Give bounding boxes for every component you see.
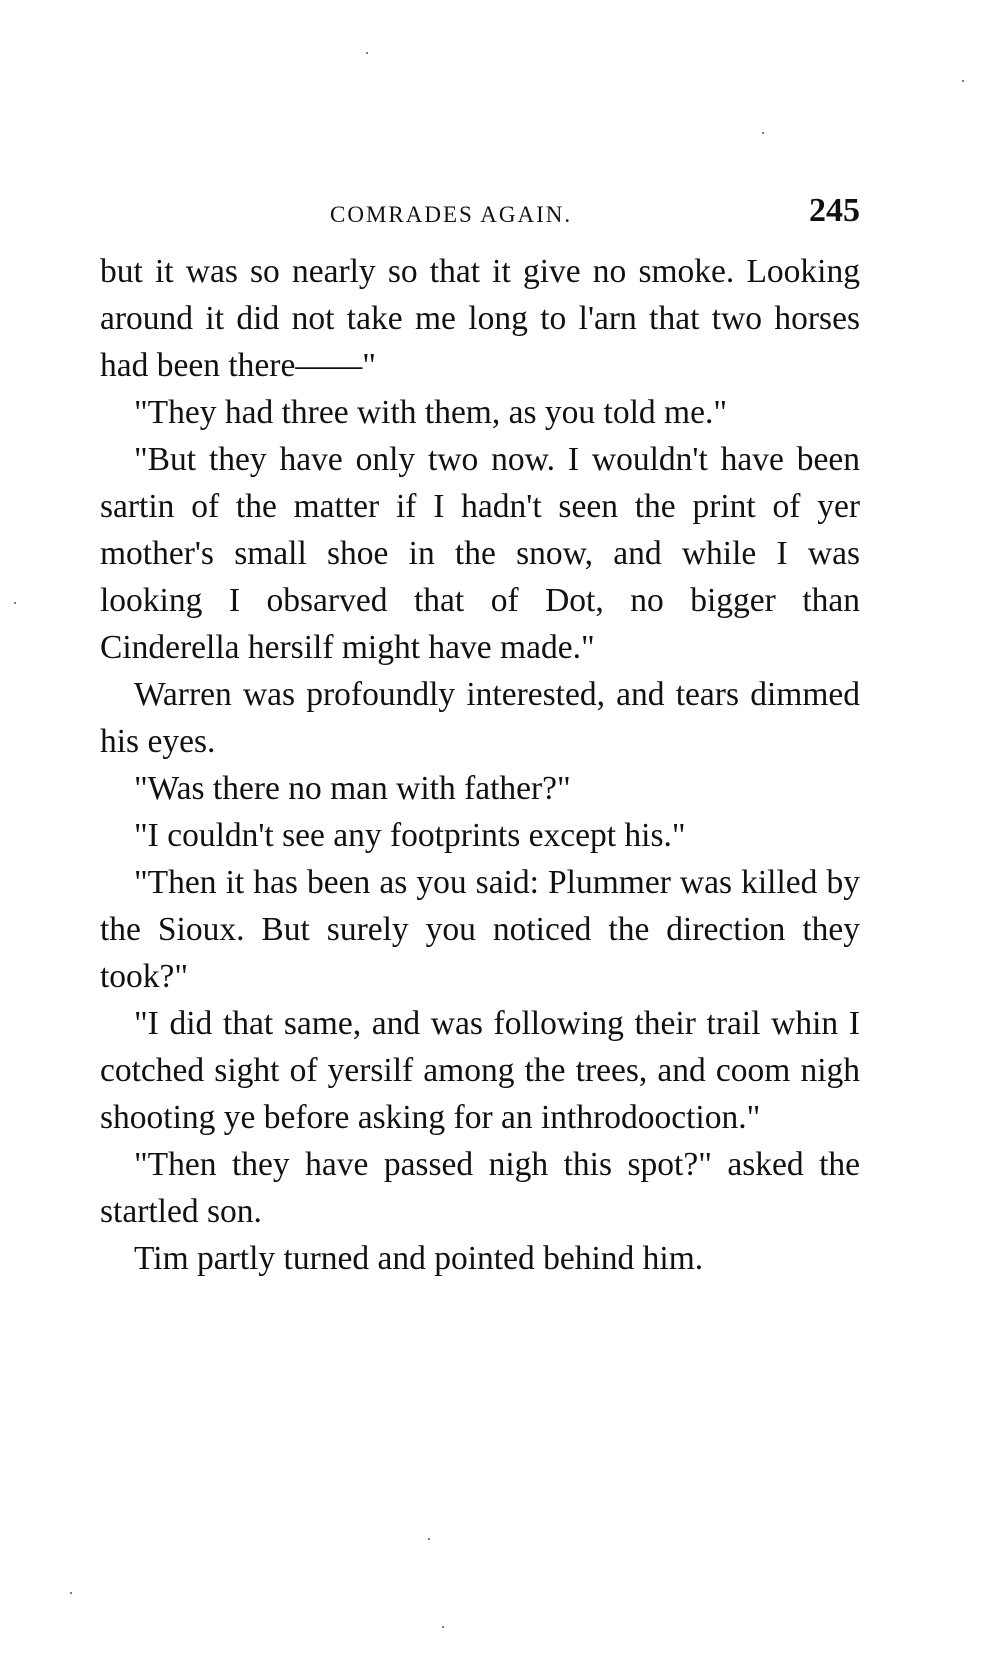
page-number: 245 xyxy=(809,192,860,229)
paragraph: "Then it has been as you said: Plummer was killed by the Sioux. But surely you noticed the direction they took?" xyxy=(100,864,860,995)
paper-speck xyxy=(70,1592,72,1594)
paragraph: Warren was profoundly interested, and tears dimmed his eyes. xyxy=(100,676,860,760)
paper-speck xyxy=(442,1626,444,1628)
paragraph: Tim partly turned and pointed behind him. xyxy=(134,1240,704,1277)
paragraph: "I did that same, and was following their trail whin I cotched sight of yersilf among the trees, and coom nigh shooting ye before asking for an inthrodooction." xyxy=(100,1005,860,1136)
paragraph: "Was there no man with father?" xyxy=(134,770,571,807)
running-title: COMRADES AGAIN. xyxy=(330,202,573,227)
paragraph: "Then they have passed nigh this spot?" asked the startled son. xyxy=(100,1146,860,1230)
paragraph: "I couldn't see any footprints except his." xyxy=(134,817,686,854)
paragraph: "But they have only two now. I wouldn't have been sartin of the matter if I hadn't seen the print of yer mother's small shoe in the snow, and while I was looking I obsarved that of Dot, no bigger than Cinderella hersilf might have made." xyxy=(100,441,860,666)
running-head xyxy=(100,192,860,232)
paragraph: "They had three with them, as you told me." xyxy=(134,394,727,431)
paragraph: but it was so nearly so that it give no smoke. Looking around it did not take me long to l'arn that two horses had been there——" xyxy=(100,253,860,384)
paper-speck xyxy=(962,80,964,82)
paper-speck xyxy=(428,1538,430,1540)
paper-speck xyxy=(14,602,16,604)
paper-speck xyxy=(366,52,368,54)
paper-speck xyxy=(762,132,764,134)
body-text xyxy=(100,248,860,1282)
